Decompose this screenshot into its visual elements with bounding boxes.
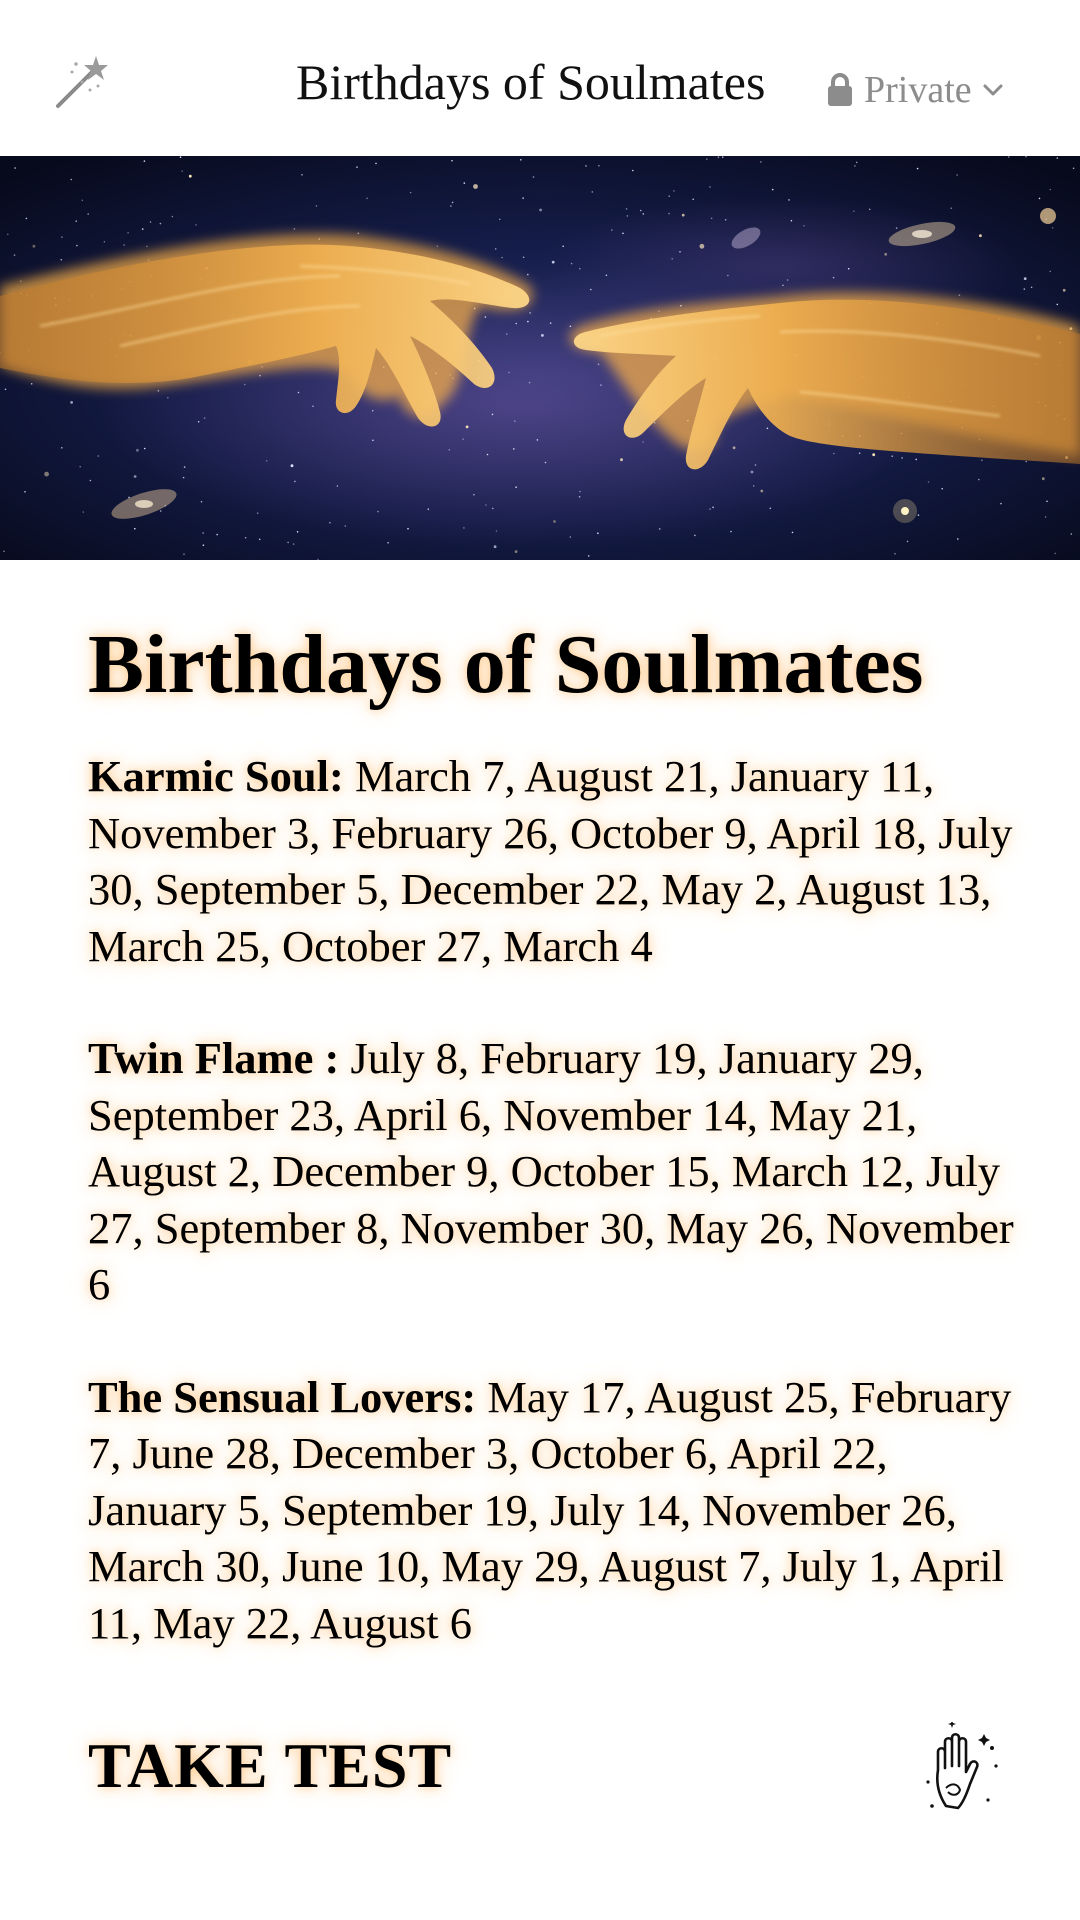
- chevron-down-icon: [982, 82, 1004, 98]
- soulmate-group-karmic: [88, 748, 1018, 974]
- group-dates: May 17, August 25, February 7, June 28, December 3, October 6, April 22, January 5, September 19, July 14, November 26, March 30, June 10, May 29, August 7, July 1, April 11, May 22, August 6: [88, 1371, 1012, 1648]
- soulmate-group-twin-flame: [88, 1030, 1018, 1313]
- app-title: Birthdays of Soulmates: [296, 54, 766, 110]
- article: [88, 612, 1018, 1651]
- top-bar: [0, 0, 1080, 156]
- hero-image: [0, 156, 1080, 560]
- palm-hand-icon[interactable]: [918, 1722, 1004, 1818]
- soulmate-group-sensual-lovers: [88, 1369, 1018, 1652]
- group-label: The Sensual Lovers:: [88, 1371, 477, 1422]
- group-dates: March 7, August 21, January 11, November 3, February 26, October 9, April 18, July 30, September 5, December 22, May 2, August 13, March 25, October 27, March 4: [88, 751, 1013, 971]
- group-label: Karmic Soul:: [88, 751, 344, 801]
- magic-wand-icon[interactable]: [52, 52, 112, 112]
- article-headline: Birthdays of Soulmates: [88, 618, 924, 711]
- take-test-button[interactable]: TAKE TEST: [88, 1730, 453, 1801]
- lock-icon: [826, 72, 854, 108]
- privacy-selector[interactable]: [826, 64, 1004, 116]
- group-label: Twin Flame :: [88, 1033, 340, 1083]
- group-dates: July 8, February 19, January 29, September 23, April 6, November 14, May 21, August 2, December 9, October 15, March 12, July 27, September 8, November 30, May 26, November 6: [88, 1033, 1014, 1309]
- privacy-label: Private: [864, 69, 972, 111]
